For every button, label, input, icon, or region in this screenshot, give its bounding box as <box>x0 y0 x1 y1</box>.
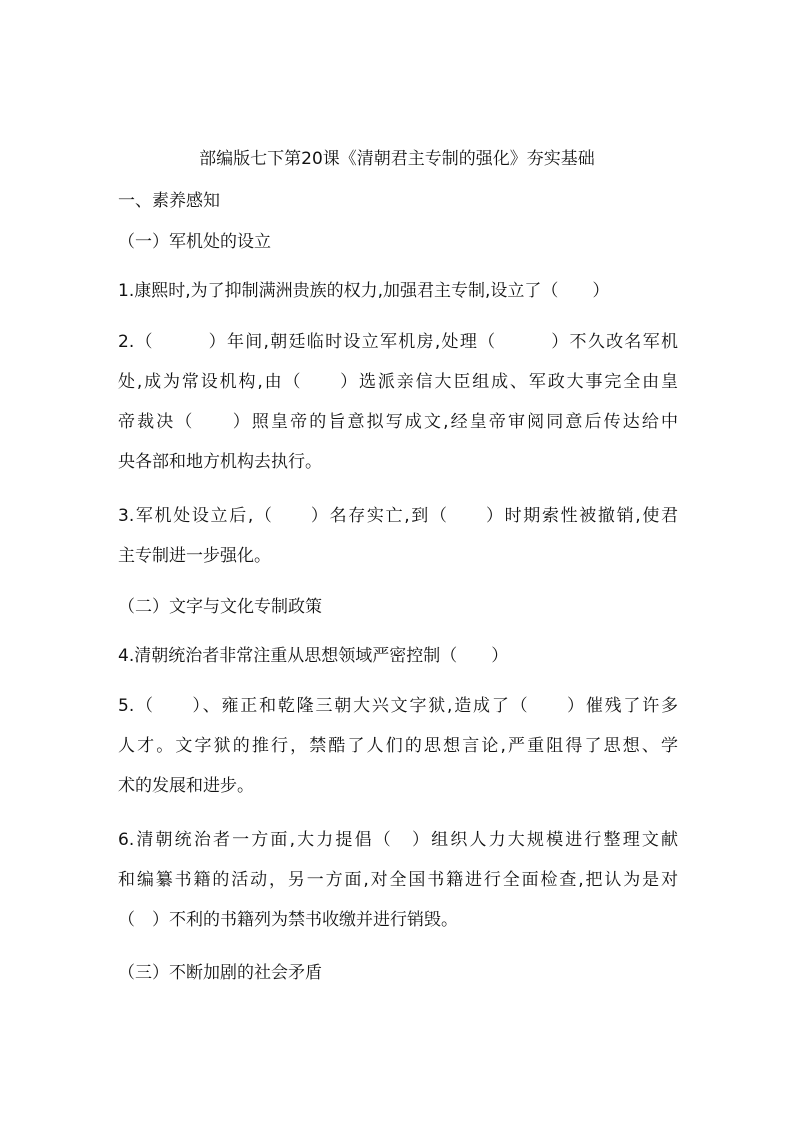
question-3-line-2: 主专制进一步强化。 <box>118 546 271 566</box>
question-1 <box>118 271 678 311</box>
subsection-heading-1: （一）军机处的设立 <box>118 232 271 252</box>
question-2-line-2: 处,成为常设机构,由（ ）选派亲信大臣组成、军政大事完全由皇 <box>118 372 678 392</box>
question-2-line-1: 2.（ ）年间,朝廷临时设立军机房,处理（ ）不久改名军机 <box>118 332 678 352</box>
question-6-line-1: 6.清朝统治者一方面,大力提倡（ ）组织人力大规模进行整理文献 <box>118 830 678 850</box>
question-6-line-2: 和编纂书籍的活动，另一方面,对全国书籍进行全面检查,把认为是对 <box>118 870 678 890</box>
question-6 <box>118 820 678 940</box>
question-5 <box>118 686 678 806</box>
question-1-line: 1.康熙时,为了抑制满洲贵族的权力,加强君主专制,设立了（ ） <box>118 281 610 301</box>
question-5-line-2: 人才。文字狱的推行，禁酷了人们的思想言论,严重阻得了思想、学 <box>118 736 678 756</box>
question-3-line-1: 3.军机处设立后,（ ）名存实亡,到（ ）时期索性被撤销,使君 <box>118 506 678 526</box>
question-3 <box>118 496 678 576</box>
question-2-line-4: 央各部和地方机构去执行。 <box>118 452 322 472</box>
question-4 <box>118 636 678 676</box>
subsection-heading-3: （三）不断加剧的社会矛盾 <box>118 963 322 983</box>
question-2-line-3: 帝裁决（ ）照皇帝的旨意拟写成文,经皇帝审阅同意后传达给中 <box>118 412 678 432</box>
question-6-line-3: （ ）不利的书籍列为禁书收缴并进行销毁。 <box>118 910 458 930</box>
question-5-line-1: 5.（ ）、雍正和乾隆三朝大兴文字狱,造成了（ ）催残了许多 <box>118 696 678 716</box>
subsection-heading-2: （二）文字与文化专制政策 <box>118 597 322 617</box>
document-title: 部编版七下第20课《清朝君主专制的强化》夯实基础 <box>199 149 595 169</box>
question-5-line-3: 术的发展和进步。 <box>118 776 254 796</box>
section-heading-1: 一、素养感知 <box>118 191 220 211</box>
question-4-line: 4.清朝统治者非常注重从思想领域严密控制（ ） <box>118 646 509 666</box>
question-2 <box>118 322 678 482</box>
